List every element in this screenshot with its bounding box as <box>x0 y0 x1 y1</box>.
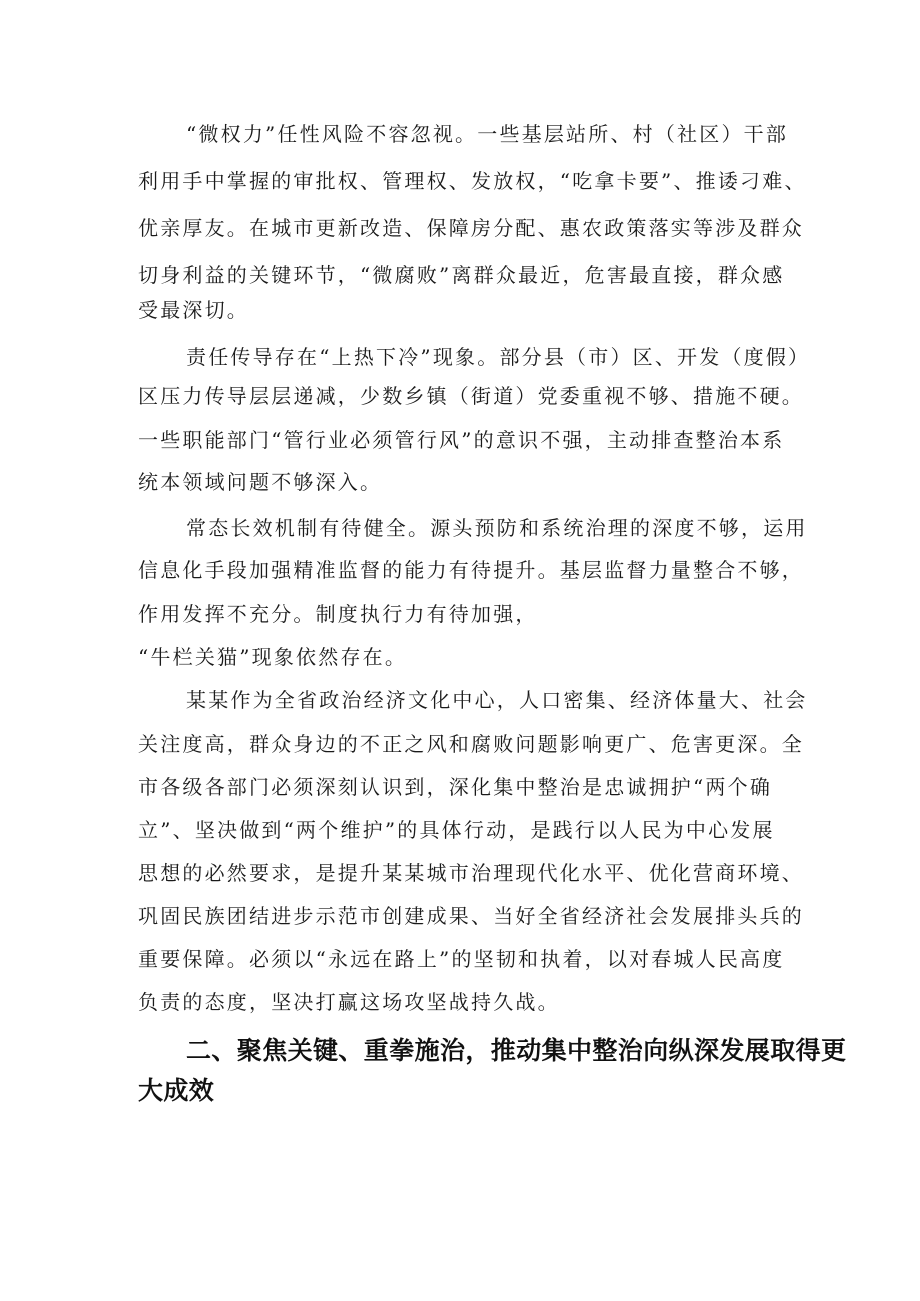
paragraph-1-line-1: “微权力”任性风险不容忽视。一些基层站所、村（社区）干部 <box>186 122 789 146</box>
paragraph-3-line-1: 常态长效机制有待健全。源头预防和系统治理的深度不够，运用 <box>186 516 808 540</box>
section-heading-line-2: 大成效 <box>138 1076 215 1105</box>
paragraph-4-line-5: 思想的必然要求，是提升某某城市治理现代化水平、优化营商环境、 <box>138 861 804 885</box>
paragraph-4-line-3: 市各级各部门必须深刻认识到，深化集中整治是忠诚拥护“两个确 <box>138 775 773 799</box>
paragraph-4-line-8: 负责的态度，坚决打赢这场攻坚战持久战。 <box>138 990 560 1014</box>
paragraph-4-line-6: 巩固民族团结进步示范市创建成果、当好全省经济社会发展排头兵的 <box>138 904 804 928</box>
section-heading-line-1: 二、聚焦关键、重拳施治，推动集中整治向纵深发展取得更 <box>186 1036 847 1065</box>
paragraph-2-line-1: 责任传导存在“上热下冷”现象。部分县（市）区、开发（度假） <box>186 345 811 369</box>
paragraph-2-line-4: 统本领域问题不够深入。 <box>138 470 383 494</box>
paragraph-1-line-3: 优亲厚友。在城市更新改造、保障房分配、惠农政策落实等涉及群众 <box>138 216 804 240</box>
paragraph-3-line-3: 作用发挥不充分。制度执行力有待加强， <box>138 602 538 626</box>
paragraph-3-line-2: 信息化手段加强精准监督的能力有待提升。基层监督力量整合不够， <box>138 558 804 582</box>
paragraph-4-line-4: 立”、坚决做到“两个维护”的具体行动，是践行以人民为中心发展 <box>138 818 775 842</box>
paragraph-4-line-2: 关注度高，群众身边的不正之风和腐败问题影响更广、危害更深。全 <box>138 732 804 756</box>
paragraph-1-line-4: 切身利益的关键环节，“微腐败”离群众最近，危害最直接，群众感 <box>138 263 785 287</box>
paragraph-2-line-2: 区压力传导层层递减，少数乡镇（街道）党委重视不够、措施不硬。 <box>138 384 804 408</box>
paragraph-4-line-1: 某某作为全省政治经济文化中心，人口密集、经济体量大、社会 <box>186 688 808 712</box>
paragraph-4-line-7: 重要保障。必须以“永远在路上”的坚韧和执着，以对春城人民高度 <box>138 947 785 971</box>
paragraph-3-line-4: “牛栏关猫”现象依然存在。 <box>138 645 408 669</box>
paragraph-2-line-3: 一些职能部门“管行业必须管行风”的意识不强，主动排查整治本系 <box>138 428 785 452</box>
paragraph-1-line-5: 受最深切。 <box>138 298 249 322</box>
paragraph-1-line-2: 利用手中掌握的审批权、管理权、发放权，“吃拿卡要”、推诿刁难、 <box>138 169 807 193</box>
